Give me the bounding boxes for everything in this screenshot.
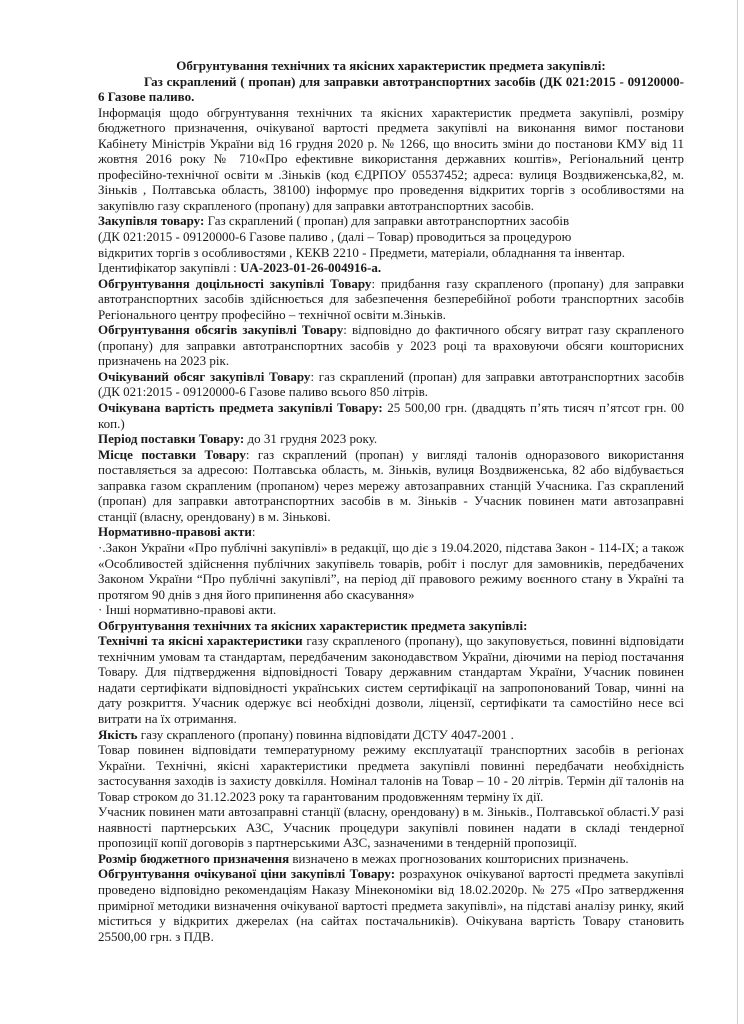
legal-colon: : — [251, 524, 256, 540]
purchase-id-prefix: Ідентифікатор закупівлі : — [98, 260, 240, 276]
expediency-text: : придбання газу скрапленого (пропану) для заправки автотранспортних засобів здійснюється для забезпечення безперебійної роботи транспортних засобів Регіонального центру професійно – технічної освіти м.Зіньків. — [98, 275, 684, 322]
period-paragraph — [98, 431, 684, 447]
cost-justification-text: розрахунок очікуваної вартості предмета закупівлі проведено відповідно рекомендаціям Наказу Мінекономіки від 18.02.2020р. № 275 «Про затвердження примірної методики визначення очікуваної вартості предмета закупівлі», на підставі аналізу ринку, який міститься у відкритих джерелах (на сайтах постачальників). Очікувана вартість Товару становить 25500,00 грн. з ПДВ. — [98, 866, 684, 944]
requirements-paragraph-2: Учасник повинен мати автозаправні станції (власну, орендовану) в м. Зіньків., Полтавської області.У разі наявності партнерських АЗС, Учасник процедури закупівлі повинен надати в складі тендерної пропозиції копії договорів з партнерськими АЗС, зазначеними в тендерній пропозиції. — [98, 804, 684, 851]
purchase-id-value: UA-2023-01-26-004916-a. — [239, 260, 382, 276]
expediency-label: Обгрунтування доцільності закупівлі Товару — [98, 275, 372, 291]
purchase-section — [98, 213, 684, 275]
purchase-label: Закупівля товару: — [98, 213, 205, 229]
cost-justification-paragraph — [98, 866, 684, 944]
document-title: Обгрунтування технічних та якісних характеристик предмета закупівлі: — [176, 58, 606, 73]
purchase-line2: (ДК 021:2015 - 09120000-6 Газове паливо , (далі – Товар) проводиться за процедурою — [98, 229, 572, 245]
place-label: Місце поставки Товару — [98, 446, 246, 462]
volume-text: : відповідно до фактичного обсягу витрат газу скрапленого (пропану) для заправки автотранспортних засобів у 2023 році та враховуючи обсяги кошторисних призначень на 2023 рік. — [98, 322, 684, 369]
quality-label: Якість — [98, 726, 138, 742]
quality-paragraph — [98, 727, 684, 743]
purchase-line3: відкритих торгів з особливостями , КЕКВ 2210 - Предмети, матеріали, обладнання та інвентар. — [98, 244, 625, 260]
place-text: : газ скраплений (пропан) у вигляді талонів одноразового використання поставляється за адресою: Полтавська область, м. Зіньків, вулиця Воздвиженська, 82 або відбувається заправка газом скрапленим (пропаном) через мережу автозаправних станцій Учасника. Газ скраплений (пропан) для заправки автотранспортних засобів в м. Зіньків - Учасник повинен мати автозаправні станції (власну, орендовану) в м. Зінькові. — [98, 446, 684, 524]
volume-paragraph — [98, 322, 684, 369]
place-paragraph — [98, 447, 684, 525]
tech-label: Технічні та якісні характеристики — [98, 633, 303, 649]
expected-volume-label: Очікуваний обсяг закупівлі Товару — [98, 368, 311, 384]
purchase-line1: Газ скраплений ( пропан) для заправки автотранспортних засобів — [204, 213, 570, 229]
document-subtitle: Газ скраплений ( пропан) для заправки автотранспортних засобів (ДК 021:2015 - 09120000-6 Газове паливо. — [98, 73, 684, 105]
expected-cost-paragraph — [98, 400, 684, 431]
tech-heading: Обгрунтування технічних та якісних характеристик предмета закупівлі: — [98, 617, 528, 633]
legal-item-1: ·.Закон України «Про публічні закупівлі» в редакції, що діє з 19.04.2020, підстава Закон - 114-IX; а також «Особливостей здійснення публічних закупівель товарів, робіт і послуг для замовників, передбачених Законом України “Про публічні закупівлі”, на період дії правового режиму воєнного стану в Україні та протягом 90 днів з дня його припинення або скасування» — [98, 539, 684, 602]
expected-volume-paragraph — [98, 369, 684, 400]
volume-label: Обгрунтування обсягів закупівлі Товару — [98, 322, 344, 338]
intro-paragraph: Інформація щодо обгрунтування технічних та якісних характеристик предмета закупівлі, розміру бюджетного призначення, очікуваної вартості предмета закупівлі на виконання вимог постанови Кабінету Міністрів України від 16 грудня 2020 р. № 1266, що вносить зміни до постанови КМУ від 11 жовтня 2016 року № 710«Про ефективне використання державних коштів», Регіональний центр професійно-технічної освіти м .Зіньків (код ЄДРПОУ 05537452; адреса: вулиця Воздвиженська,82, м. Зіньків , Полтавська область, 38100) інформує про проведення відкритих торгів з особливостями на закупівлю газу скрапленого (пропану) для заправки автотранспортних засобів. — [98, 104, 684, 213]
expected-volume-text: : газ скраплений (пропан) для заправки автотранспортних засобів (ДК 021:2015 - 09120000-6 Газове паливо всього 850 літрів. — [98, 368, 684, 400]
cost-justification-label: Обгрунтування очікуваної ціни закупівлі Товару: — [98, 866, 396, 882]
tech-paragraph — [98, 633, 684, 726]
budget-label: Розмір бюджетного призначення — [98, 850, 290, 866]
tech-text: газу скрапленого (пропану), що закуповується, повинні відповідати технічним умовам та стандартам, передбаченим законодавством України, діючими на період постачання Товару. Для підтвердження відповідності Товару державним стандартам України, Учасник повинен надати сертифікати відповідності українських систем сертифікації на запропонований Товар, чинні на дату розкриття. Учасник одержує всі необхідні дозволи, ліцензії, сертифікати та самостійно несе всі витрати на їх отримання. — [98, 633, 684, 726]
budget-paragraph — [98, 851, 684, 867]
requirements-paragraph-1: Товар повинен відповідати температурному режиму експлуатації транспортних засобів в регіонах України. Технічні, якісні характеристики предмета закупівлі повинні передбачати необхідність застосування заходів із захисту довкілля. Номінал талонів на Товар – 10 - 20 літрів. Термін дії талонів на Товар строком до 31.12.2023 року та гарантованим продовженням терміну їх дії. — [98, 742, 684, 804]
expediency-paragraph — [98, 276, 684, 323]
expected-cost-text: 25 500,00 грн. (двадцять п’ять тисяч п’ятсот грн. 00 коп.) — [98, 400, 684, 431]
quality-text: газу скрапленого (пропану) повинна відповідати ДСТУ 4047-2001 . — [137, 726, 514, 742]
legal-item-2: · Інші нормативно-правові акти. — [98, 602, 277, 618]
period-label: Період поставки Товару: — [98, 431, 245, 447]
legal-heading — [98, 524, 684, 540]
expected-cost-label: Очікувана вартість предмета закупівлі Товару: — [98, 400, 383, 416]
period-text: до 31 грудня 2023 року. — [244, 431, 378, 447]
legal-label: Нормативно-правові акти — [98, 524, 252, 540]
budget-text: визначено в межах прогнозованих кошторисних призначень. — [289, 850, 629, 866]
